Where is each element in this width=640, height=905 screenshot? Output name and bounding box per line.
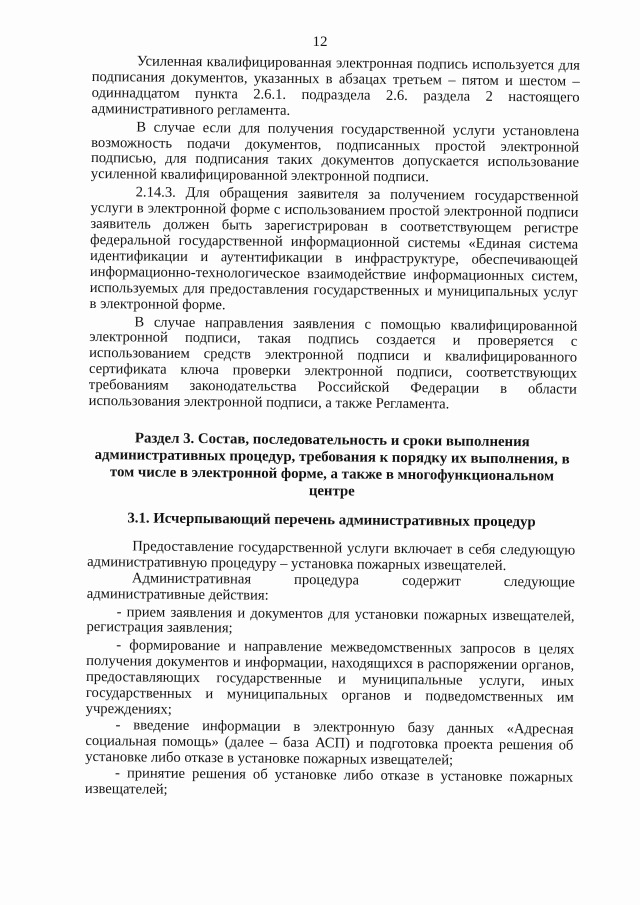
list-item-decision: - принятие решения об установке либо отказе в установке пожарных извещателей; <box>84 764 574 798</box>
paragraph-2-14-3: 2.14.3. Для обращения заявителя за получением государственной услуги в электронной форме с использованием простой электронной подписи заявитель должен быть зарегистрирован в соответствующем регистре федеральной государственной информационной системы «Единая система идентификации и аутентификации в инфраструктуре, обеспечивающей информационно-технологическое взаимодействие информационных систем, используемых для предоставления государственных и муниципальных услуг в электронной форме. <box>89 184 579 313</box>
list-item-interagency-requests: - формирование и направление межведомственных запросов в целях получения документов и информации, находящихся в распоряжении органов, предоставляющих государственные и муниципальные услуги, иных государственных и муниципальных органов и подведомственных им учреждениях; <box>85 637 575 718</box>
paragraph-service-includes: Предоставление государственной услуги включает в себя следующую административную процедуру – установка пожарных извещателей. <box>87 538 576 574</box>
page-number: 12 <box>312 34 328 50</box>
subsection-3-1-heading: 3.1. Исчерпывающий перечень административных процедур <box>127 510 536 531</box>
paragraph-qualified-signature: В случае направления заявления с помощью квалифицированной электронной подписи, такая подпись создается и проверяется с использованием средств электронной подписи и квалифицированного сертификата ключа проверки электронной подписи, соответствующих требованиям законодательства Российской Федерации в области использования электронной подписи, а также Регламента. <box>88 313 578 413</box>
paragraph-procedure-actions: Административная процедура содержит следующие административные действия: <box>86 570 576 604</box>
paragraph-simple-signature: В случае если для получения государственной услуги установлена возможность подачи документов, подписанных простой электронной подписью, для подписания таких документов допускается использование усиленной квалифицированной электронной подписи. <box>90 119 580 186</box>
paragraph-signature-usage: Усиленная квалифицированная электронная подпись используется для подписания документов, указанных в абзацах третьем – пятом и шестом – одиннадцатом пункта 2.6.1. подраздела 2.6. раздела 2 настоящего административного регламента. <box>91 53 580 119</box>
list-item-reception: - прием заявления и документов для установки пожарных извещателей, регистрация заявления; <box>86 603 575 637</box>
list-item-database-entry: - введение информации в электронную базу данных «Адресная социальная помощь» (далее – база АСП) и подготовка проекта решения об установке либо отказе в установке пожарных извещателей; <box>85 717 574 769</box>
document-body <box>85 54 580 802</box>
section-3-heading: Раздел 3. Состав, последовательность и сроки выполнения административных процедур, требования к порядку их выполнения, в том числе в электронной форме, а также в многофункциональном центре <box>94 430 570 500</box>
